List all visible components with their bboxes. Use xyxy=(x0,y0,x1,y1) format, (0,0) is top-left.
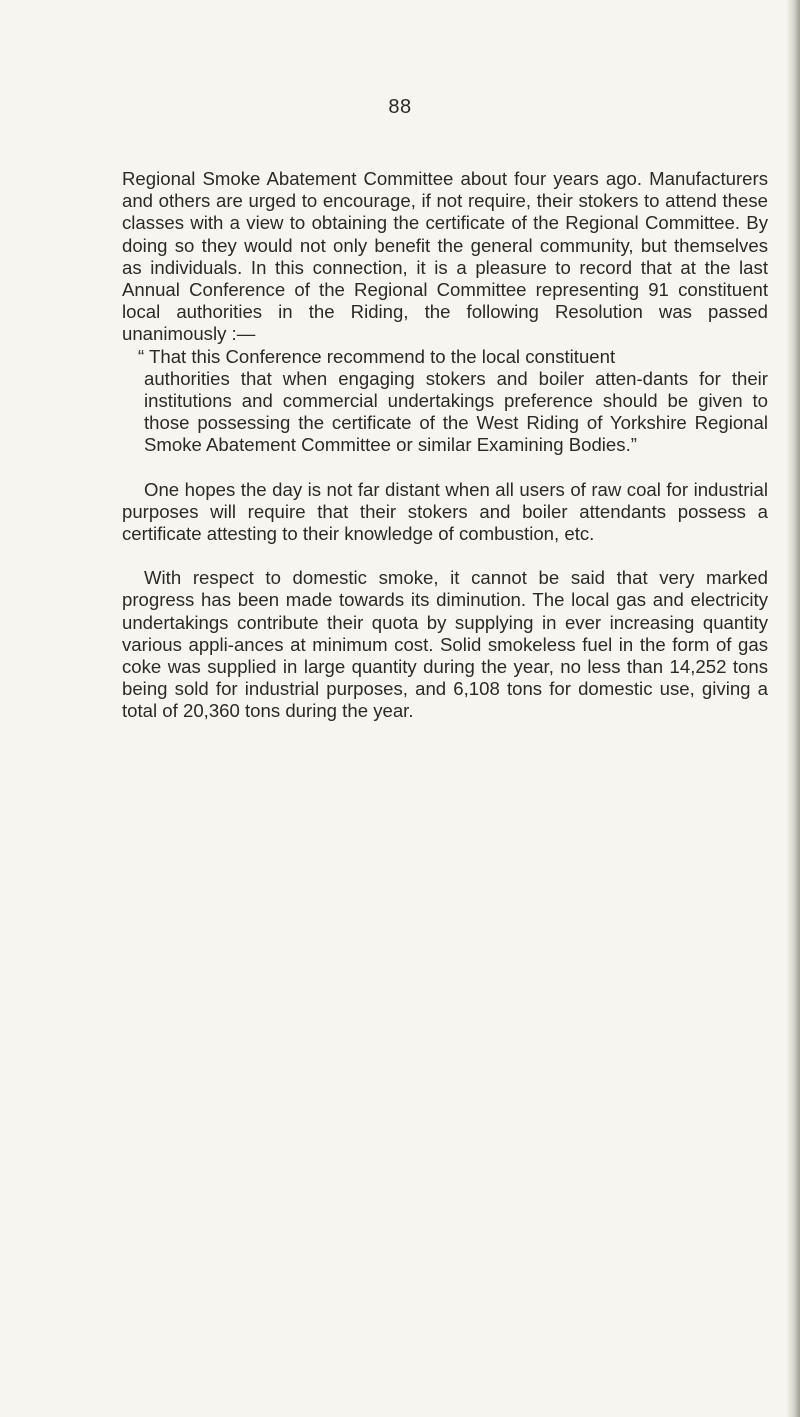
page-number: 88 xyxy=(388,96,412,118)
page-edge-shadow xyxy=(786,0,800,1417)
body-text xyxy=(122,168,768,723)
paragraph-regional-committee: Regional Smoke Abatement Committee about four years ago. Manufacturers and others are urged to encourage, if not require, their stokers to attend these classes with a view to obtaining the certificate of the Regional Committee. By doing so they would not only benefit the general community, but themselves as individuals. In this connection, it is a pleasure to record that at the last Annual Conference of the Regional Committee representing 91 constituent local authorities in the Riding, the following Resolution was passed unanimously :— xyxy=(122,168,768,345)
resolution-quote-body: authorities that when engaging stokers and boiler atten-dants for their institutions and commercial undertakings preference should be given to those possessing the certificate of the West Riding of Yorkshire Regional Smoke Abatement Committee or similar Examining Bodies.” xyxy=(144,367,768,456)
paragraph-raw-coal: One hopes the day is not far distant when all users of raw coal for industrial purposes will require that their stokers and boiler attendants possess a certificate attesting to their knowledge of combustion, etc. xyxy=(122,478,768,545)
paragraph-domestic-smoke: With respect to domestic smoke, it cannot be said that very marked progress has been made towards its diminution. The local gas and electricity undertakings contribute their quota by supplying in ever increasing quantity various appli-ances at minimum cost. Solid smokeless fuel in the form of gas coke was supplied in large quantity during the year, no less than 14,252 tons being sold for industrial purposes, and 6,108 tons for domestic use, giving a total of 20,360 tons during the year. xyxy=(122,567,768,722)
resolution-quote-first-line: “ That this Conference recommend to the local constituent xyxy=(138,345,616,367)
paragraph-gap xyxy=(122,457,768,479)
paragraph-gap xyxy=(122,545,768,567)
